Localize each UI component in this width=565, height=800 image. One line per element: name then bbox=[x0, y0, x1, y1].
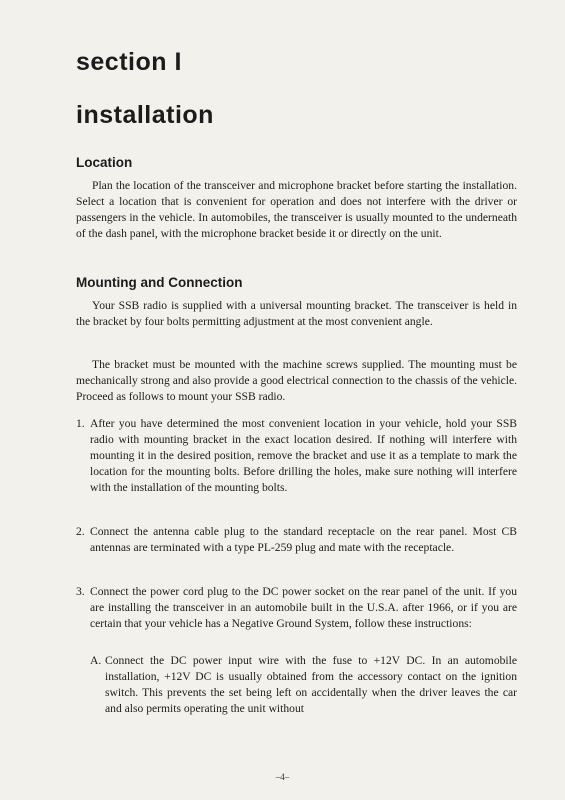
substep-letter: A. bbox=[90, 654, 102, 667]
chapter-title: installation bbox=[76, 101, 214, 129]
location-heading: Location bbox=[76, 155, 133, 170]
step-2 bbox=[76, 524, 517, 556]
step-number: 2. bbox=[76, 525, 85, 538]
step-3 bbox=[76, 584, 517, 632]
mounting-heading: Mounting and Connection bbox=[76, 275, 243, 290]
step-text: Connect the power cord plug to the DC power socket on the rear panel of the unit. If you are installing the transceiver in an automobile built in the U.S.A. after 1966, or if you are certain that your vehicle has a Negative Ground System, follow these instructions: bbox=[90, 585, 517, 630]
step-text: Connect the antenna cable plug to the standard receptacle on the rear panel. Most CB antennas are terminated with a type PL-259 plug and mate with the receptacle. bbox=[90, 525, 517, 554]
section-title: section I bbox=[76, 48, 182, 76]
mounting-paragraph-2: The bracket must be mounted with the machine screws supplied. The mounting must be mechanically strong and also provide a good electrical connection to the chassis of the vehicle. Proceed as follows to mount your SSB radio. bbox=[76, 358, 517, 403]
mounting-paragraph-1: Your SSB radio is supplied with a universal mounting bracket. The transceiver is held in the bracket by four bolts permitting adjustment at the most convenient angle. bbox=[76, 299, 517, 328]
substep-a bbox=[90, 653, 517, 717]
step-number: 1. bbox=[76, 417, 85, 430]
step-1 bbox=[76, 416, 517, 496]
page-number: –4– bbox=[275, 772, 290, 782]
step-text: After you have determined the most convenient location in your vehicle, hold your SSB radio with mounting bracket in the exact location desired. If nothing will interfere with mounting it in the desired position, remove the bracket and use it as a template to mark the location for the mounting bolts. Before drilling the holes, make sure nothing will interfere with the installation of the mounting bolts. bbox=[90, 417, 517, 494]
location-paragraph: Plan the location of the transceiver and microphone bracket before starting the installation. Select a location that is convenient for operation and does not interfere with the driver or passengers in the vehicle. In automobiles, the transceiver is usually mounted to the underneath of the dash panel, with the microphone bracket beside it or directly on the unit. bbox=[76, 179, 517, 240]
step-number: 3. bbox=[76, 585, 85, 598]
substep-text: Connect the DC power input wire with the fuse to +12V DC. In an automobile installation, +12V DC is usually obtained from the accessory contact on the ignition switch. This prevents the set being left on accidentally when the driver leaves the car and also permits operating the unit without bbox=[105, 654, 517, 715]
